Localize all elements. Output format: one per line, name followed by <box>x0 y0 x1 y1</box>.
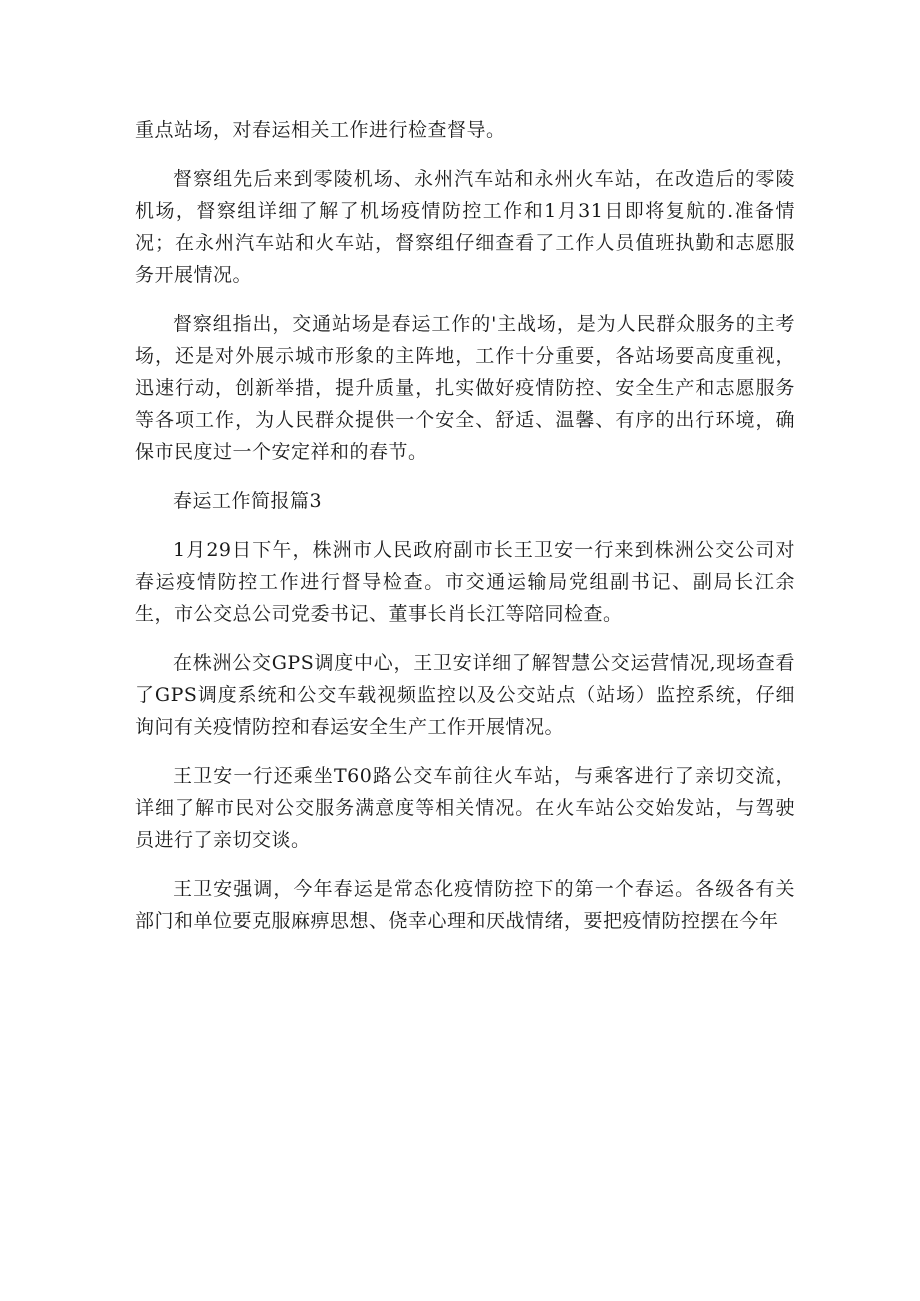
paragraph-5: 在株洲公交GPS调度中心，王卫安详细了解智慧公交运营情况,现场查看了GPS调度系统和公交车载视频监控以及公交站点（站场）监控系统，仔细询问有关疫情防控和春运安全生产工作开展情况。 <box>135 652 795 738</box>
paragraph-4: 1月29日下午，株洲市人民政府副市长王卫安一行来到株洲公交公司对春运疫情防控工作进行督导检查。市交通运输局党组副书记、副局长江余生，市公交总公司党委书记、董事长肖长江等陪同检查。 <box>135 539 795 625</box>
paragraph-3: 督察组指出，交通站场是春运工作的'主战场，是为人民群众服务的主考场，还是对外展示城市形象的主阵地，工作十分重要，各站场要高度重视，迅速行动，创新举措，提升质量，扎实做好疫情防控、安全生产和志愿服务等各项工作，为人民群众提供一个安全、舒适、温馨、有序的出行环境，确保市民度过一个安定祥和的春节。 <box>135 313 795 463</box>
document-body <box>135 114 795 954</box>
paragraph-6: 王卫安一行还乘坐T60路公交车前往火车站，与乘客进行了亲切交流，详细了解市民对公交服务满意度等相关情况。在火车站公交始发站，与驾驶员进行了亲切交谈。 <box>135 765 795 851</box>
section-heading: 春运工作简报篇3 <box>173 490 323 512</box>
paragraph-7: 王卫安强调，今年春运是常态化疫情防控下的第一个春运。各级各有关部门和单位要克服麻痹思想、侥幸心理和厌战情绪，要把疫情防控摆在今年 <box>135 878 795 932</box>
paragraph-1: 重点站场，对春运相关工作进行检查督导。 <box>135 119 506 141</box>
paragraph-2: 督察组先后来到零陵机场、永州汽车站和永州火车站，在改造后的零陵机场，督察组详细了解了机场疫情防控工作和1月31日即将复航的.准备情况；在永州汽车站和火车站，督察组仔细查看了工作人员值班执勤和志愿服务开展情况。 <box>135 168 795 286</box>
